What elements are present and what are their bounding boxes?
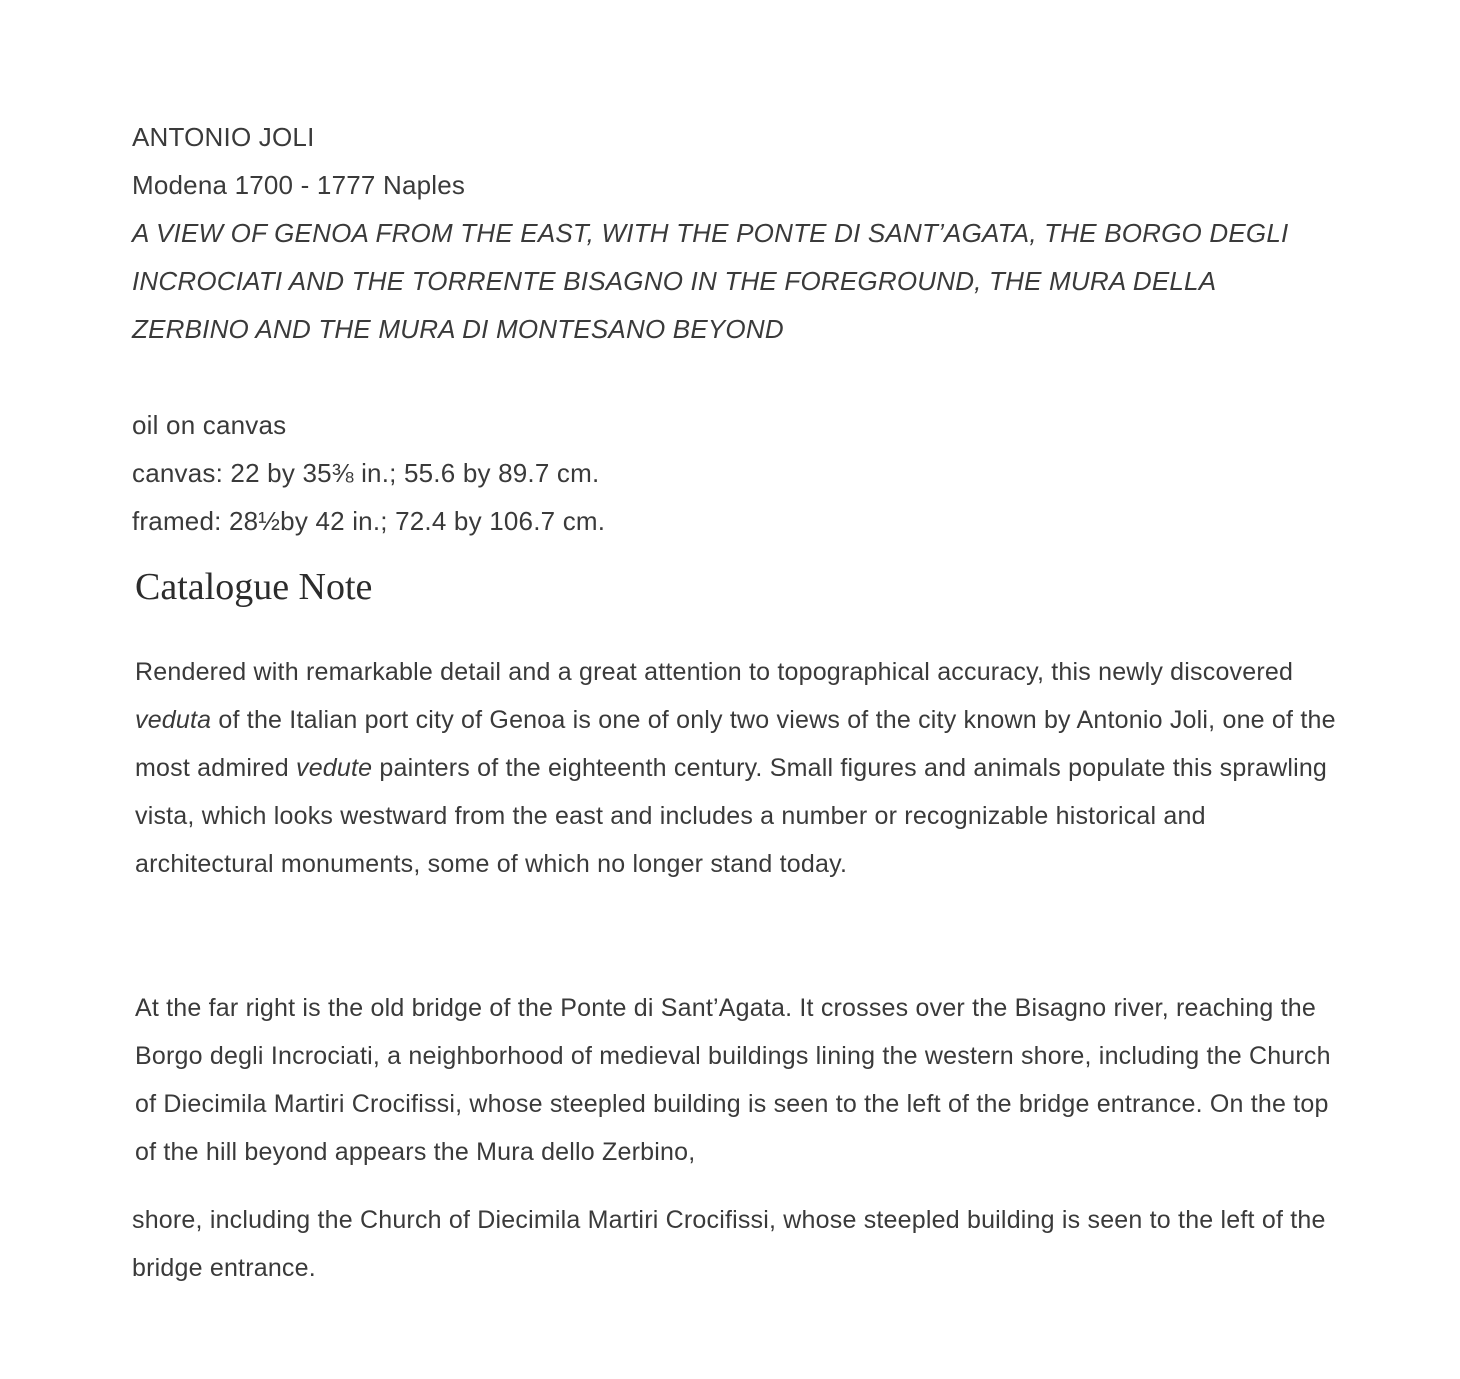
paragraph-text: of the Italian port city of Genoa is one of only two views of the city known by Antonio Joli, one of the most admired [135, 706, 1336, 782]
catalogue-note-heading: Catalogue Note [135, 566, 373, 608]
italic-term: veduta [135, 706, 212, 734]
artist-name: ANTONIO JOLI [132, 122, 315, 152]
catalogue-note-paragraph: shore, including the Church of Diecimila Martiri Crocifissi, whose steepled building is seen to the left of the bridge entrance. [132, 1206, 1326, 1282]
lot-header [132, 113, 1332, 353]
framed-dimensions: framed: 28½by 42 in.; 72.4 by 106.7 cm. [132, 506, 606, 536]
paragraph-text: painters of the eighteenth century. Small figures and animals populate this sprawling vista, which looks westward from the east and includes a number or recognizable historical and architectural monuments, some of which no longer stand today. [135, 754, 1328, 878]
artwork-title: A VIEW OF GENOA FROM THE EAST, WITH THE PONTE DI SANT’AGATA, THE BORGO DEGLI INCROCIATI AND THE TORRENTE BISAGNO IN THE FOREGROUND, THE MURA DELLA ZERBINO AND THE MURA DI MONTESANO BEYOND [132, 218, 1289, 344]
catalogue-note-paragraph: At the far right is the old bridge of the Ponte di Sant’Agata. It crosses over the Bisagno river, reaching the Borgo degli Incrociati, a neighborhood of medieval buildings lining the western shore, including the Church of Diecimila Martiri Crocifissi, whose steepled building is seen to the left of the bridge entrance. On the top of the hill beyond appears the Mura dello Zerbino, [135, 994, 1331, 1166]
lot-details [132, 401, 605, 545]
paragraph-text: Rendered with remarkable detail and a great attention to topographical accuracy, this newly discovered [135, 658, 1294, 686]
catalogue-note-paragraph [135, 648, 1350, 888]
canvas-dimensions: canvas: 22 by 35⅜ in.; 55.6 by 89.7 cm. [132, 458, 600, 488]
medium: oil on canvas [132, 410, 287, 440]
artist-dates: Modena 1700 - 1777 Naples [132, 170, 466, 200]
italic-term: vedute [296, 754, 373, 782]
